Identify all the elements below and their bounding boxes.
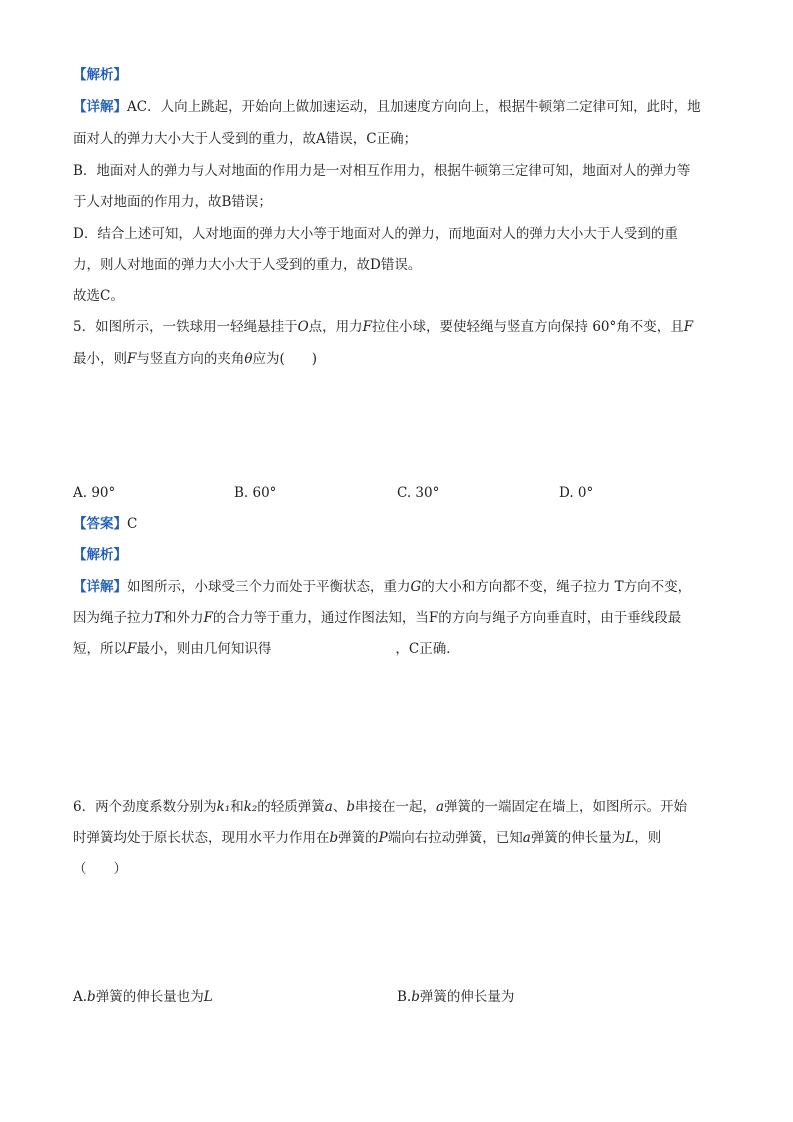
option-text: 弹簧的伸长量也为 — [95, 989, 204, 1005]
stem-text: 弹簧的一端固定在墙上，如图所示。开始 — [444, 799, 688, 815]
question-5-stem-line-2 — [73, 350, 317, 368]
explanation-text: AC．人向上跳起，开始向上做加速运动，且加速度方向向上，根据牛顿第二定律可知，此时，地 — [127, 99, 701, 115]
conclusion-line: 故选C。 — [73, 288, 124, 304]
stem-text: 和 — [230, 799, 244, 815]
explanation-text: 因为绳子拉力 — [73, 610, 154, 626]
stem-text: 端向右拉动弹簧，已知 — [387, 830, 523, 846]
var-b: b — [411, 989, 420, 1005]
explanation-line-1 — [73, 98, 701, 116]
var-k2: k₂ — [243, 799, 258, 815]
var-a: a — [436, 799, 445, 815]
explanation-line-2: 面对人的弹力大小大于人受到的重力，故A错误，C正确； — [73, 131, 418, 147]
var-theta: θ — [244, 351, 253, 367]
option-text: 弹簧的伸长量为 — [419, 989, 515, 1005]
explanation-text: 的合力等于重力，通过作图法知，当F的方向与绳子方向垂直时，由于垂线段最 — [212, 610, 682, 626]
stem-text: 串接在一起， — [355, 799, 436, 815]
question-6-stem-line-1 — [73, 798, 687, 816]
question-5-stem-line-1 — [73, 318, 693, 336]
var-k1: k₁ — [216, 799, 231, 815]
detail-tag: 【详解】 — [73, 99, 127, 115]
option-label: A. — [73, 989, 88, 1005]
var-b: b — [329, 830, 339, 846]
option-b: B. 60° — [234, 485, 277, 501]
analysis-tag: 【解析】 — [73, 547, 127, 563]
option-label: B. — [397, 989, 412, 1005]
var-f: F — [683, 319, 694, 335]
var-b: b — [87, 989, 96, 1005]
stem-text: 6．两个劲度系数分别为 — [73, 799, 217, 815]
var-t: T — [154, 610, 164, 626]
answer-value: C — [127, 516, 138, 532]
var-p: P — [378, 830, 388, 846]
q5-explanation-line-1 — [73, 578, 691, 596]
detail-tag: 【详解】 — [73, 579, 127, 595]
stem-text: 5．如图所示，一铁球用一轻绳悬挂于 — [73, 319, 298, 335]
explanation-line-4: 于人对地面的作用力，故B错误； — [73, 194, 272, 210]
stem-text: 与竖直方向的夹角 — [136, 351, 245, 367]
explanation-line-6: 力，则人对地面的弹力大小大于人受到的重力，故D错误。 — [73, 257, 422, 273]
question-6-stem-line-2 — [73, 829, 661, 847]
question-6-stem-line-3: （ ） — [73, 861, 127, 877]
stem-text: 、 — [332, 799, 347, 815]
explanation-text: 和外力 — [163, 610, 204, 626]
option-a — [73, 988, 213, 1006]
option-b — [397, 988, 514, 1006]
option-a: A. 90° — [73, 485, 116, 501]
explanation-text: ，C正确． — [395, 641, 460, 657]
q5-explanation-line-3 — [73, 640, 460, 658]
analysis-heading-q4 — [73, 66, 127, 84]
explanation-text: 如图所示，小球受三个力而处于平衡状态，重力 — [127, 579, 411, 595]
var-o: O — [297, 319, 309, 335]
var-a: a — [522, 830, 531, 846]
stem-text: ，则 — [634, 830, 662, 846]
option-d: D. 0° — [559, 485, 594, 501]
answer-tag: 【答案】 — [73, 516, 127, 532]
analysis-heading-q5 — [73, 546, 127, 564]
option-c: C. 30° — [397, 485, 440, 501]
answer-line — [73, 515, 137, 533]
explanation-line-5: D．结合上述可知，人对地面的弹力大小等于地面对人的弹力，而地面对人的弹力大小大于人受到的重 — [73, 226, 678, 242]
var-l: L — [203, 989, 213, 1005]
var-f: F — [127, 351, 137, 367]
explanation-text: 最小，则由几何知识得 — [136, 641, 272, 657]
stem-text: 弹簧的 — [338, 830, 379, 846]
var-f: F — [362, 319, 373, 335]
stem-text: 最小，则 — [73, 351, 127, 367]
var-a: a — [324, 799, 333, 815]
var-l: L — [625, 830, 635, 846]
stem-text: 应为( ) — [252, 351, 318, 367]
var-f: F — [127, 641, 137, 657]
var-b: b — [346, 799, 355, 815]
var-f: F — [203, 610, 213, 626]
explanation-text: 的大小和方向都不变，绳子拉力 T方向不变， — [421, 579, 692, 595]
stem-text: 的轻质弹簧 — [257, 799, 325, 815]
var-g: G — [410, 579, 422, 595]
explanation-text: 短，所以 — [73, 641, 127, 657]
stem-text: 点，用力 — [308, 319, 363, 335]
stem-text: 时弹簧均处于原长状态，现用水平力作用在 — [73, 830, 330, 846]
stem-text: 弹簧的伸长量为 — [530, 830, 626, 846]
stem-text: 拉住小球，要使轻绳与竖直方向保持 60°角不变，且 — [372, 319, 684, 335]
explanation-line-3: B．地面对人的弹力与人对地面的作用力是一对相互作用力，根据牛顿第三定律可知，地面对人的弹力等 — [73, 163, 691, 179]
q5-explanation-line-2 — [73, 609, 681, 627]
analysis-tag: 【解析】 — [73, 67, 127, 83]
